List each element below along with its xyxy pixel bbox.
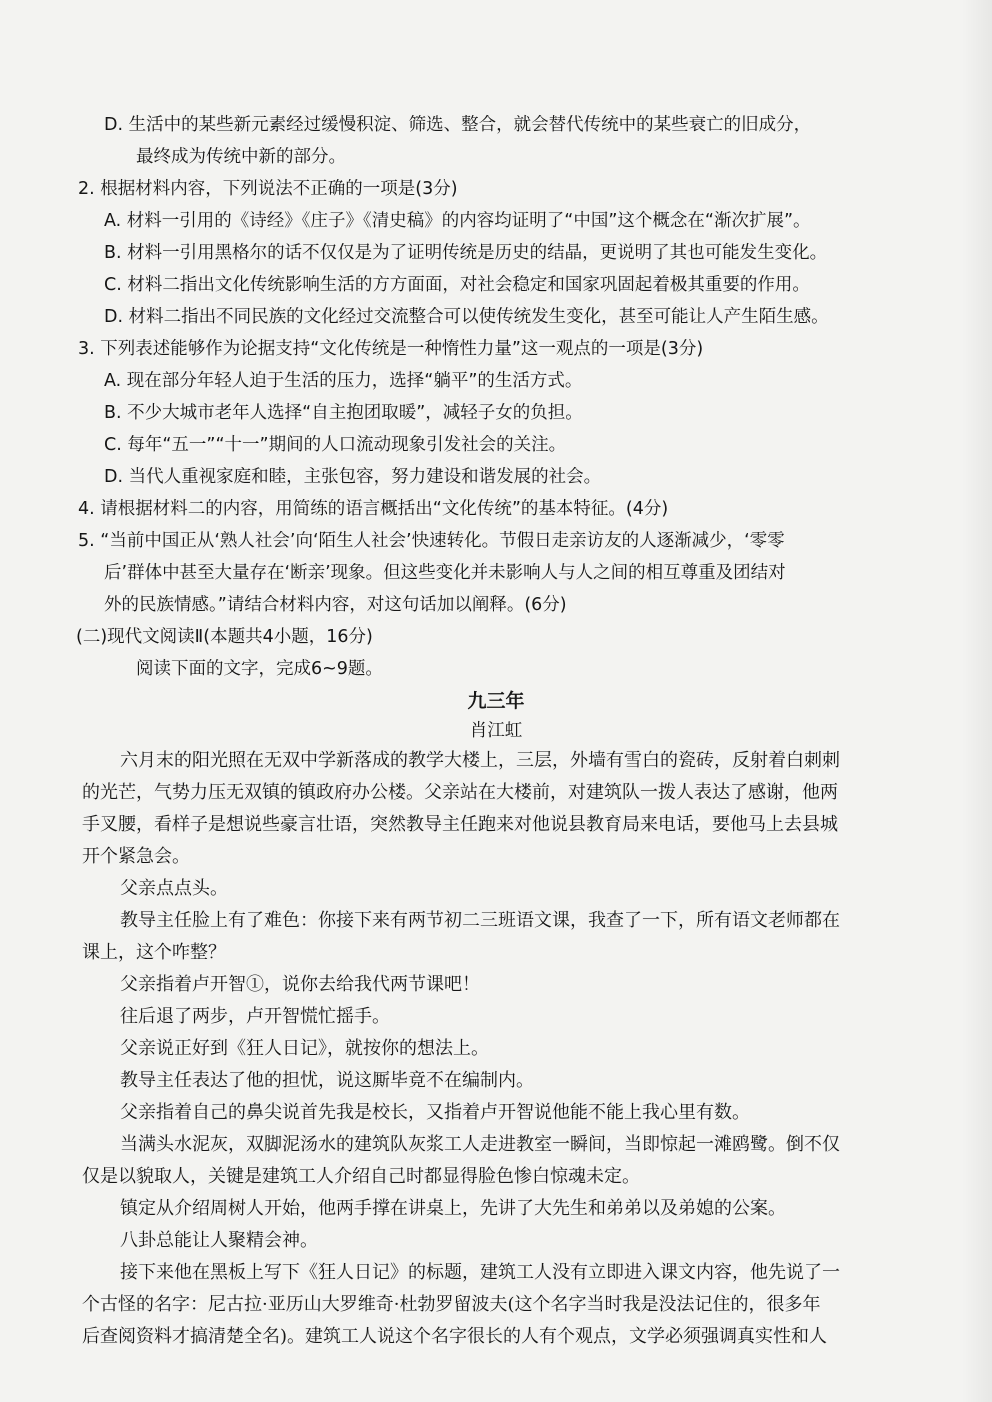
story-author: 肖江虹 <box>469 721 523 741</box>
q2-option-a: A. 材料一引用的《诗经》《庄子》《清史稿》的内容均证明了“中国”这个概念在“渐次扩展”。 <box>104 211 811 231</box>
q5-line3: 外的民族情感。”请结合材料内容，对这句话加以阐释。(6分) <box>104 595 567 615</box>
q1-option-d-line2: 最终成为传统中新的部分。 <box>136 147 346 167</box>
q3-option-a: A. 现在部分年轻人迫于生活的压力，选择“躺平”的生活方式。 <box>104 371 583 391</box>
q2-stem: 2. 根据材料内容，下列说法不正确的一项是(3分) <box>78 179 458 199</box>
story-p12-line3: 后查阅资料才搞清楚全名)。建筑工人说这个名字很长的人有个观点，文学必须强调真实性和人 <box>82 1326 828 1347</box>
q3-option-c: C. 每年“五一”“十一”期间的人口流动现象引发社会的关注。 <box>104 435 567 455</box>
q2-option-c: C. 材料二指出文化传统影响生活的方方面面，对社会稳定和国家巩固起着极其重要的作用。 <box>104 275 810 295</box>
story-p9-line1: 当满头水泥灰，双脚泥汤水的建筑队灰浆工人走进教室一瞬间，当即惊起一滩鸥鹭。倒不仅 <box>120 1134 840 1155</box>
q3-option-d: D. 当代人重视家庭和睦，主张包容，努力建设和谐发展的社会。 <box>104 467 602 487</box>
q2-option-b: B. 材料一引用黑格尔的话不仅仅是为了证明传统是历史的结晶，更说明了其也可能发生变化。 <box>104 243 828 263</box>
story-p1-line3: 手叉腰，看样子是想说些豪言壮语，突然教导主任跑来对他说县教育局来电话，要他马上去县城 <box>82 814 838 835</box>
section2-instruction: 阅读下面的文字，完成6~9题。 <box>136 659 383 679</box>
story-p2: 父亲点点头。 <box>120 878 228 899</box>
story-p10: 镇定从介绍周树人开始，他两手撑在讲桌上，先讲了大先生和弟弟以及弟媳的公案。 <box>120 1198 786 1219</box>
story-p4: 父亲指着卢开智①，说你去给我代两节课吧！ <box>120 974 480 995</box>
story-title: 九三年 <box>467 690 525 712</box>
story-p6: 父亲说正好到《狂人日记》，就按你的想法上。 <box>120 1038 489 1059</box>
q1-option-d-line1: D. 生活中的某些新元素经过缓慢积淀、筛选、整合，就会替代传统中的某些衰亡的旧成分， <box>104 115 812 135</box>
q5-line1: 5. “当前中国正从‘熟人社会’向‘陌生人社会’快速转化。节假日走亲访友的人逐渐减少，‘零零 <box>78 531 785 551</box>
q2-option-d: D. 材料二指出不同民族的文化经过交流整合可以使传统发生变化，甚至可能让人产生陌生感。 <box>104 307 829 327</box>
q3-option-b: B. 不少大城市老年人选择“自主抱团取暖”，减轻子女的负担。 <box>104 403 583 423</box>
story-p5: 往后退了两步，卢开智慌忙摇手。 <box>120 1006 390 1027</box>
story-p8: 父亲指着自己的鼻尖说首先我是校长，又指着卢开智说他能不能上我心里有数。 <box>120 1102 750 1123</box>
story-p12-line2: 个古怪的名字：尼古拉·亚历山大罗维奇·杜勃罗留波夫(这个名字当时我是没法记住的，很多年 <box>82 1294 821 1315</box>
q4-stem: 4. 请根据材料二的内容，用简练的语言概括出“文化传统”的基本特征。(4分) <box>78 499 669 519</box>
story-p12-line1: 接下来他在黑板上写下《狂人日记》的标题，建筑工人没有立即进入课文内容，他先说了一 <box>120 1262 840 1283</box>
story-p7: 教导主任表达了他的担忧，说这厮毕竟不在编制内。 <box>120 1070 534 1091</box>
story-p3-line2: 课上，这个咋整？ <box>82 942 226 963</box>
story-p1-line1: 六月末的阳光照在无双中学新落成的教学大楼上，三层，外墙有雪白的瓷砖，反射着白刺刺 <box>120 750 840 771</box>
story-p3-line1: 教导主任脸上有了难色：你接下来有两节初二三班语文课，我查了一下，所有语文老师都在 <box>120 910 840 931</box>
story-p9-line2: 仅是以貌取人，关键是建筑工人介绍自己时都显得脸色惨白惊魂未定。 <box>82 1166 640 1187</box>
story-p1-line2: 的光芒，气势力压无双镇的镇政府办公楼。父亲站在大楼前，对建筑队一拨人表达了感谢，他两 <box>82 782 838 803</box>
section2-heading: (二)现代文阅读Ⅱ(本题共4小题，16分) <box>76 627 373 647</box>
scan-shadow <box>962 0 992 1402</box>
story-p1-line4: 开个紧急会。 <box>82 846 190 867</box>
q5-line2: 后’群体中甚至大量存在‘断亲’现象。但这些变化并未影响人与人之间的相互尊重及团结对 <box>104 563 786 583</box>
story-p11: 八卦总能让人聚精会神。 <box>120 1230 318 1251</box>
q3-stem: 3. 下列表述能够作为论据支持“文化传统是一种惰性力量”这一观点的一项是(3分) <box>78 339 704 359</box>
